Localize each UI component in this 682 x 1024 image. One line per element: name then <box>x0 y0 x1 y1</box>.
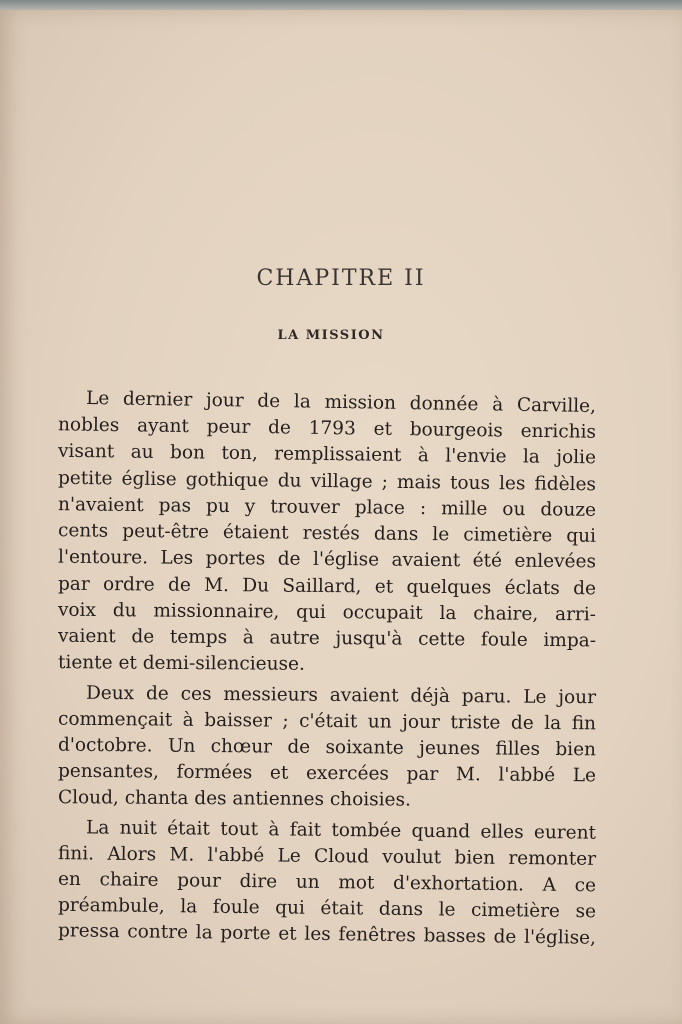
text-line: tiente et demi-silencieuse. <box>57 652 305 675</box>
text-line: petite église gothique du village ; mais tous les fidèles <box>57 467 597 496</box>
text-line: Le dernier jour de la mission donnée à Carville, <box>85 387 597 418</box>
text-line: nobles ayant peur de 1793 et bourgeois enrichis <box>57 414 597 443</box>
book-page <box>0 10 682 1024</box>
text-line: n'avaient pas pu y trouver place : mille ou douze <box>57 494 597 521</box>
text-line: l'entoure. Les portes de l'église avaient été enlevées <box>57 546 597 573</box>
text-line: préambule, la foule qui était dans le cimetière se <box>57 894 597 923</box>
text-line: Deux de ces messieurs avaient déjà paru. Le jour <box>85 682 597 709</box>
text-line: pensantes, formées et exercées par M. l'abbé Le <box>57 760 597 787</box>
text-line: d'octobre. Un chœur de soixante jeunes filles bien <box>57 734 597 761</box>
text-line: La nuit était tout à fait tombée quand elles eurent <box>85 817 597 844</box>
text-line: visant au bon ton, remplissaient à l'envie la jolie <box>57 440 597 469</box>
text-line: vaient de temps à autre jusqu'à cette foule impa- <box>57 625 597 652</box>
text-line: fini. Alors M. l'abbé Le Cloud voulut bien remonter <box>57 843 597 870</box>
chapter-title: CHAPITRE II <box>256 266 426 291</box>
section-title: LA MISSION <box>277 328 385 343</box>
text-line: pressa contre la porte et les fenêtres basses de l'église, <box>57 920 597 949</box>
text-line: par ordre de M. Du Saillard, et quelques éclats de <box>57 573 597 600</box>
text-line: en chaire pour dire un mot d'exhortation. A ce <box>57 868 597 897</box>
text-line: voix du missionnaire, qui occupait la chaire, arri- <box>57 599 597 626</box>
text-line: Cloud, chanta des antiennes choisies. <box>57 787 411 811</box>
text-line: cents peut-être étaient restés dans le cimetière qui <box>57 520 597 547</box>
text-line: commençait à baisser ; c'était un jour triste de la fin <box>57 708 597 735</box>
